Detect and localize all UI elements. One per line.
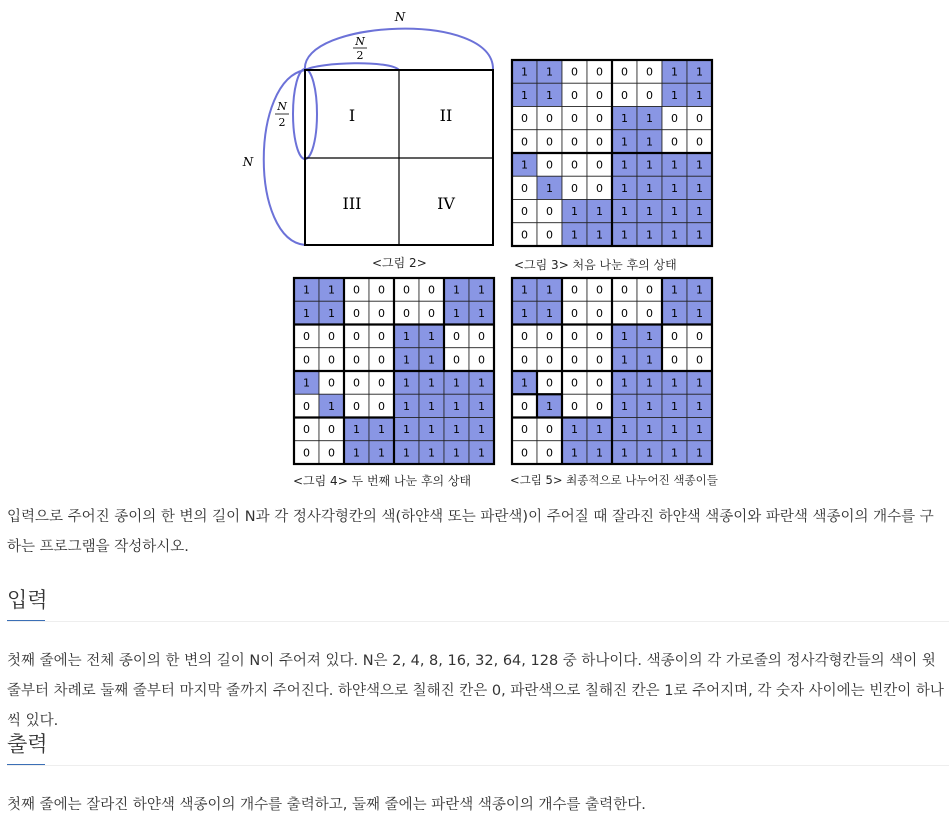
grid-cell-value: 1 xyxy=(621,205,628,219)
grid-cell-value: 0 xyxy=(671,353,678,367)
grid-cell-value: 1 xyxy=(646,181,653,195)
grid-cell-value: 1 xyxy=(478,399,485,413)
grid-cell-value: 0 xyxy=(646,65,653,79)
grid-cell-value: 0 xyxy=(546,205,553,219)
grid-cell-value: 0 xyxy=(546,376,553,390)
grid-cell-value: 1 xyxy=(546,283,553,297)
grid-cell-value: 1 xyxy=(571,423,578,437)
grid-cell-value: 1 xyxy=(696,376,703,390)
output-description: 첫째 줄에는 잘라진 하얀색 색종이의 개수를 출력하고, 둘째 줄에는 파란색 색종이의 개수를 출력한다. xyxy=(7,797,646,813)
grid-cell-value: 0 xyxy=(646,88,653,102)
grid-cell-value: 1 xyxy=(403,423,410,437)
grid-cell-value: 1 xyxy=(521,88,528,102)
grid-cell-value: 1 xyxy=(596,446,603,460)
grid-cell-value: 0 xyxy=(428,283,435,297)
grid-cell-value: 1 xyxy=(596,205,603,219)
grid-cell-value: 0 xyxy=(596,283,603,297)
grid-cell-value: 0 xyxy=(328,376,335,390)
grid-cell-value: 1 xyxy=(328,283,335,297)
grid-cell-value: 1 xyxy=(403,330,410,344)
grid-cell-value: 0 xyxy=(521,181,528,195)
grid-cell-value: 0 xyxy=(378,306,385,320)
grid-cell-value: 0 xyxy=(303,446,310,460)
grid-cell-value: 0 xyxy=(303,330,310,344)
n-half-left-denominator: 2 xyxy=(278,116,286,129)
grid-cell-value: 1 xyxy=(521,283,528,297)
grid-cell-value: 1 xyxy=(646,399,653,413)
grid-cell-value: 1 xyxy=(621,446,628,460)
grid-cell-value: 0 xyxy=(521,228,528,242)
grid-cell-value: 0 xyxy=(521,330,528,344)
input-description: 첫째 줄에는 전체 종이의 한 변의 길이 N이 주어져 있다. N은 2, 4, 8, 16, 32, 64, 128 중 하나이다. 색종이의 각 가로줄의 정사각형칸들의 색이 윗줄부터 차례로 둘째 줄부터 마지막 줄까지 주어진다. 하얀색으로 칠해진 칸은 0, 파란색으로 칠해진 칸은 1로 주어지며, 각 숫자 사이에는 빈칸이 하나씩 있다. xyxy=(7,653,944,729)
grid-cell-value: 0 xyxy=(378,283,385,297)
grid-cell-value: 1 xyxy=(646,446,653,460)
n-top-label: N xyxy=(394,10,406,24)
quadrant-label: II xyxy=(439,106,453,125)
grid-cell-value: 1 xyxy=(671,65,678,79)
grid-cell-value: 0 xyxy=(596,158,603,172)
grid-cell-value: 1 xyxy=(378,423,385,437)
grid-cell-value: 1 xyxy=(671,228,678,242)
grid-cell-value: 0 xyxy=(596,330,603,344)
grid-cell-value: 1 xyxy=(696,65,703,79)
grid-cell-value: 0 xyxy=(378,330,385,344)
grid-cell-value: 0 xyxy=(571,306,578,320)
grid-cell-value: 0 xyxy=(571,158,578,172)
grid-cell-value: 1 xyxy=(671,376,678,390)
grid-cell-value: 1 xyxy=(453,376,460,390)
grid-cell-value: 1 xyxy=(403,376,410,390)
grid-cell-value: 0 xyxy=(571,283,578,297)
grid-cell-value: 1 xyxy=(521,158,528,172)
figure-4-caption: <그림 4> 두 번째 나눈 후의 상태 xyxy=(293,474,472,488)
grid-cell-value: 1 xyxy=(646,376,653,390)
grid-cell-value: 0 xyxy=(328,446,335,460)
grid-cell-value: 1 xyxy=(671,399,678,413)
grid-cell-value: 0 xyxy=(546,423,553,437)
grid-cell-value: 1 xyxy=(621,353,628,367)
grid-cell-value: 0 xyxy=(571,330,578,344)
grid-cell-value: 0 xyxy=(303,353,310,367)
n-left-label: N xyxy=(242,155,254,169)
n-half-left-numerator: N xyxy=(277,100,287,113)
grid-cell-value: 0 xyxy=(521,353,528,367)
grid-cell-value: 0 xyxy=(546,112,553,126)
grid-cell-value: 0 xyxy=(621,306,628,320)
figure-3-grid xyxy=(512,60,712,246)
grid-cell-value: 0 xyxy=(428,306,435,320)
grid-cell-value: 1 xyxy=(521,376,528,390)
figure-2-caption: <그림 2> xyxy=(372,256,427,270)
grid-cell-value: 1 xyxy=(303,283,310,297)
grid-cell-value: 1 xyxy=(671,423,678,437)
grid-cell-value: 1 xyxy=(546,88,553,102)
grid-cell-value: 1 xyxy=(646,228,653,242)
grid-cell-value: 0 xyxy=(571,353,578,367)
grid-cell-value: 0 xyxy=(671,330,678,344)
grid-cell-value: 1 xyxy=(646,330,653,344)
grid-cell-value: 1 xyxy=(671,446,678,460)
n-half-top-arc xyxy=(305,63,399,70)
grid-cell-value: 0 xyxy=(353,306,360,320)
grid-cell-value: 1 xyxy=(453,283,460,297)
grid-cell-value: 1 xyxy=(428,399,435,413)
grid-cell-value: 1 xyxy=(646,135,653,149)
grid-cell-value: 1 xyxy=(621,399,628,413)
grid-cell-value: 1 xyxy=(546,306,553,320)
grid-cell-value: 1 xyxy=(353,446,360,460)
grid-cell-value: 0 xyxy=(696,135,703,149)
grid-cell-value: 1 xyxy=(453,423,460,437)
grid-cell-value: 1 xyxy=(621,330,628,344)
grid-cell-value: 0 xyxy=(596,135,603,149)
grid-cell-value: 1 xyxy=(696,423,703,437)
grid-cell-value: 0 xyxy=(671,135,678,149)
grid-cell-value: 0 xyxy=(378,353,385,367)
grid-cell-value: 1 xyxy=(621,423,628,437)
grid-cell-value: 1 xyxy=(328,306,335,320)
grid-cell-value: 0 xyxy=(671,112,678,126)
grid-cell-value: 1 xyxy=(671,306,678,320)
grid-cell-value: 0 xyxy=(696,330,703,344)
grid-cell-value: 1 xyxy=(403,446,410,460)
grid-cell-value: 0 xyxy=(403,283,410,297)
grid-cell-value: 1 xyxy=(671,88,678,102)
grid-cell-value: 0 xyxy=(328,330,335,344)
grid-cell-value: 1 xyxy=(621,135,628,149)
grid-cell-value: 1 xyxy=(546,65,553,79)
figure-5-grid xyxy=(512,278,712,464)
output-section-title: 출력 xyxy=(7,732,48,756)
grid-cell-value: 0 xyxy=(303,423,310,437)
grid-cell-value: 0 xyxy=(453,353,460,367)
grid-cell-value: 1 xyxy=(621,228,628,242)
grid-cell-value: 1 xyxy=(428,376,435,390)
grid-cell-value: 1 xyxy=(696,158,703,172)
grid-cell-value: 1 xyxy=(303,306,310,320)
grid-cell-value: 1 xyxy=(671,205,678,219)
grid-cell-value: 0 xyxy=(571,112,578,126)
grid-cell-value: 1 xyxy=(478,283,485,297)
grid-cell-value: 1 xyxy=(428,423,435,437)
grid-cell-value: 1 xyxy=(521,306,528,320)
grid-cell-value: 0 xyxy=(621,65,628,79)
grid-cell-value: 1 xyxy=(403,399,410,413)
grid-cell-value: 0 xyxy=(596,376,603,390)
problem-statement: 입력으로 주어진 종이의 한 변의 길이 N과 각 정사각형칸의 색(하얀색 또는 파란색)이 주어질 때 잘라진 하얀색 색종이와 파란색 색종이의 개수를 구하는 프로그램을 작성하시오. xyxy=(7,509,934,555)
quadrant-label: IV xyxy=(437,194,455,213)
output-divider xyxy=(7,765,949,766)
grid-cell-value: 1 xyxy=(671,158,678,172)
grid-cell-value: 1 xyxy=(478,306,485,320)
grid-cell-value: 1 xyxy=(621,181,628,195)
grid-cell-value: 1 xyxy=(571,446,578,460)
grid-cell-value: 0 xyxy=(546,330,553,344)
grid-cell-value: 1 xyxy=(546,181,553,195)
grid-cell-value: 0 xyxy=(378,399,385,413)
grid-cell-value: 0 xyxy=(521,446,528,460)
grid-cell-value: 0 xyxy=(328,353,335,367)
grid-cell-value: 0 xyxy=(521,112,528,126)
grid-cell-value: 0 xyxy=(596,88,603,102)
grid-cell-value: 0 xyxy=(546,135,553,149)
grid-cell-value: 1 xyxy=(696,283,703,297)
grid-cell-value: 0 xyxy=(621,283,628,297)
grid-cell-value: 1 xyxy=(696,181,703,195)
grid-cell-value: 0 xyxy=(596,65,603,79)
grid-cell-value: 0 xyxy=(353,376,360,390)
grid-cell-value: 0 xyxy=(596,181,603,195)
grid-cell-value: 0 xyxy=(621,88,628,102)
grid-cell-value: 0 xyxy=(571,135,578,149)
grid-cell-value: 1 xyxy=(646,353,653,367)
grid-cell-value: 0 xyxy=(378,376,385,390)
grid-cell-value: 1 xyxy=(428,353,435,367)
grid-cell-value: 1 xyxy=(621,112,628,126)
grid-cell-value: 0 xyxy=(571,181,578,195)
grid-cell-value: 0 xyxy=(596,399,603,413)
input-section-title: 입력 xyxy=(7,588,48,612)
grid-cell-value: 0 xyxy=(478,353,485,367)
grid-cell-value: 1 xyxy=(428,446,435,460)
grid-cell-value: 0 xyxy=(521,399,528,413)
grid-cell-value: 0 xyxy=(596,306,603,320)
grid-cell-value: 0 xyxy=(596,353,603,367)
grid-cell-value: 1 xyxy=(403,353,410,367)
grid-cell-value: 0 xyxy=(696,112,703,126)
grid-cell-value: 1 xyxy=(696,399,703,413)
grid-cell-value: 1 xyxy=(478,423,485,437)
grid-cell-value: 1 xyxy=(646,423,653,437)
grid-cell-value: 0 xyxy=(596,112,603,126)
input-divider xyxy=(7,621,949,622)
grid-cell-value: 0 xyxy=(646,306,653,320)
quadrant-label: I xyxy=(348,106,356,125)
grid-cell-value: 1 xyxy=(453,306,460,320)
grid-cell-value: 0 xyxy=(546,353,553,367)
grid-cell-value: 1 xyxy=(303,376,310,390)
grid-cell-value: 0 xyxy=(696,353,703,367)
grid-cell-value: 1 xyxy=(453,446,460,460)
grid-cell-value: 0 xyxy=(546,228,553,242)
n-half-top-denominator: 2 xyxy=(356,49,364,62)
grid-cell-value: 0 xyxy=(521,205,528,219)
grid-cell-value: 1 xyxy=(696,228,703,242)
grid-cell-value: 1 xyxy=(646,158,653,172)
grid-cell-value: 1 xyxy=(378,446,385,460)
n-half-top-numerator: N xyxy=(355,35,365,48)
grid-cell-value: 0 xyxy=(403,306,410,320)
grid-cell-value: 1 xyxy=(646,112,653,126)
quadrant-label: III xyxy=(342,194,362,213)
grid-cell-value: 0 xyxy=(571,399,578,413)
figure-3-caption: <그림 3> 처음 나눈 후의 상태 xyxy=(514,258,677,272)
grid-cell-value: 0 xyxy=(353,330,360,344)
grid-cell-value: 0 xyxy=(453,330,460,344)
grid-cell-value: 1 xyxy=(571,205,578,219)
grid-cell-value: 1 xyxy=(671,181,678,195)
grid-cell-value: 0 xyxy=(303,399,310,413)
grid-cell-value: 1 xyxy=(353,423,360,437)
grid-cell-value: 0 xyxy=(353,399,360,413)
grid-cell-value: 1 xyxy=(646,205,653,219)
grid-cell-value: 1 xyxy=(596,228,603,242)
grid-cell-value: 0 xyxy=(328,423,335,437)
grid-cell-value: 1 xyxy=(696,306,703,320)
grid-cell-value: 0 xyxy=(571,376,578,390)
grid-cell-value: 1 xyxy=(428,330,435,344)
grid-cell-value: 1 xyxy=(696,88,703,102)
figure-2-diagram xyxy=(242,10,493,245)
grid-cell-value: 1 xyxy=(328,399,335,413)
grid-cell-value: 0 xyxy=(571,65,578,79)
grid-cell-value: 0 xyxy=(353,353,360,367)
grid-cell-value: 0 xyxy=(353,283,360,297)
grid-cell-value: 1 xyxy=(621,158,628,172)
grid-cell-value: 1 xyxy=(696,446,703,460)
grid-cell-value: 0 xyxy=(646,283,653,297)
grid-cell-value: 1 xyxy=(596,423,603,437)
grid-cell-value: 0 xyxy=(546,446,553,460)
grid-cell-value: 1 xyxy=(671,283,678,297)
grid-cell-value: 1 xyxy=(571,228,578,242)
figure-4-grid xyxy=(294,278,494,464)
grid-cell-value: 1 xyxy=(546,399,553,413)
grid-cell-value: 0 xyxy=(521,423,528,437)
grid-cell-value: 1 xyxy=(521,65,528,79)
figure-5-caption: <그림 5> 최종적으로 나누어진 색종이들 xyxy=(510,473,718,487)
grid-cell-value: 0 xyxy=(521,135,528,149)
grid-cell-value: 0 xyxy=(478,330,485,344)
n-left-arc xyxy=(264,70,305,245)
grid-cell-value: 1 xyxy=(621,376,628,390)
grid-cell-value: 1 xyxy=(696,205,703,219)
grid-cell-value: 1 xyxy=(453,399,460,413)
grid-cell-value: 0 xyxy=(546,158,553,172)
grid-cell-value: 1 xyxy=(478,376,485,390)
grid-cell-value: 0 xyxy=(571,88,578,102)
grid-cell-value: 1 xyxy=(478,446,485,460)
